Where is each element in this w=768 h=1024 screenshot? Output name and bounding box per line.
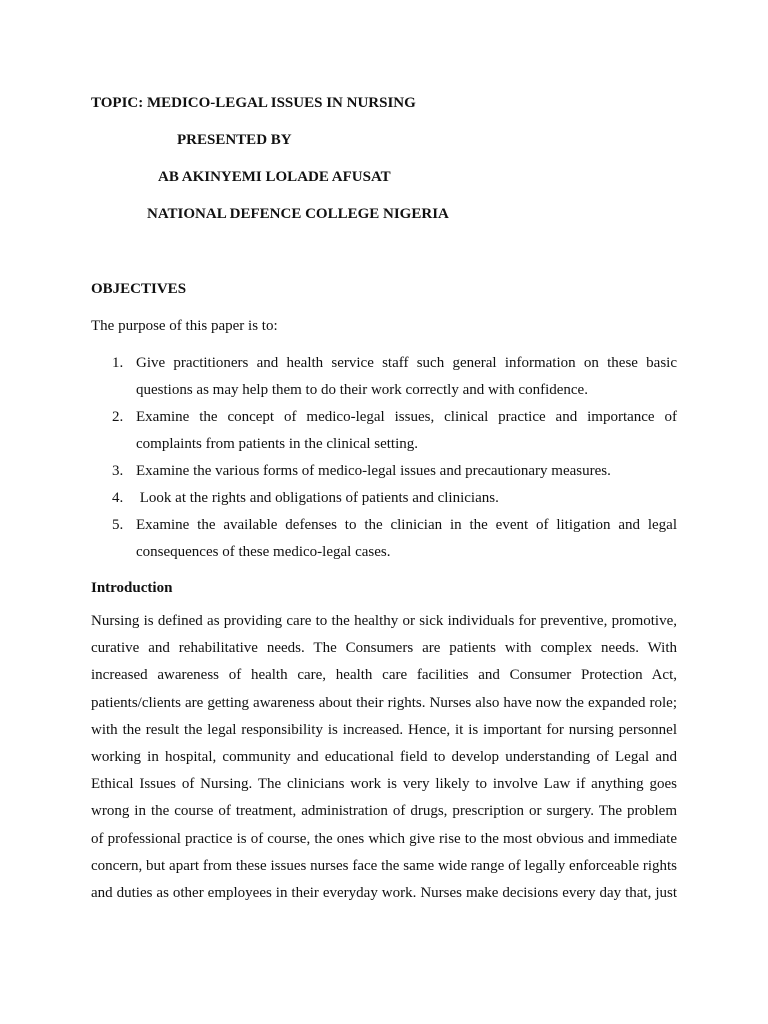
list-item-text: Examine the available defenses to the clinician in the event of litigation and legal consequences of these medico-legal cases. <box>136 517 677 560</box>
list-item-text: Examine the concept of medico-legal issues, clinical practice and importance of complaints from patients in the clinical setting. <box>136 409 677 452</box>
list-item <box>91 350 677 404</box>
list-item-number: 1. <box>112 355 124 371</box>
list-item-text: Examine the various forms of medico-legal issues and precautionary measures. <box>136 463 611 479</box>
list-item-number: 2. <box>112 409 124 425</box>
list-item-text: Give practitioners and health service staff such general information on these basic questions as may help them to do their work correctly and with confidence. <box>136 355 677 398</box>
author-name: AB AKINYEMI LOLADE AFUSAT <box>158 169 391 185</box>
list-item-number: 3. <box>112 463 124 479</box>
institution-name: NATIONAL DEFENCE COLLEGE NIGERIA <box>147 206 449 222</box>
list-item <box>91 485 677 512</box>
presented-by-label: PRESENTED BY <box>177 132 292 148</box>
objectives-heading: OBJECTIVES <box>91 281 187 297</box>
objectives-intro: The purpose of this paper is to: <box>91 318 278 334</box>
document-topic: TOPIC: MEDICO-LEGAL ISSUES IN NURSING <box>91 95 416 111</box>
list-item <box>91 404 677 458</box>
list-item-text: Look at the rights and obligations of patients and clinicians. <box>136 490 499 506</box>
objectives-list <box>91 350 677 566</box>
list-item-number: 4. <box>112 490 124 506</box>
introduction-paragraph: Nursing is defined as providing care to the healthy or sick individuals for preventive, promotive, curative and rehabilitative needs. The Consumers are patients with complex needs. With increased awareness of health care, health care facilities and Consumer Protection Act, patients/clients are getting awareness about their rights. Nurses also have now the expanded role; with the result the legal responsibility is increased. Hence, it is important for nursing personnel working in hospital, community and educational field to develop understanding of Legal and Ethical Issues of Nursing. The clinicians work is very likely to involve Law if anything goes wrong in the course of treatment, administration of drugs, prescription or surgery. The problem of professional practice is of course, the ones which give rise to the most obvious and immediate concern, but apart from these issues nurses face the same wide range of legally enforceable rights and duties as other employees in their everyday work. Nurses make decisions every day that, just <box>91 613 677 902</box>
list-item-number: 5. <box>112 517 124 533</box>
list-item <box>91 458 677 485</box>
list-item <box>91 512 677 566</box>
introduction-heading: Introduction <box>91 580 173 596</box>
